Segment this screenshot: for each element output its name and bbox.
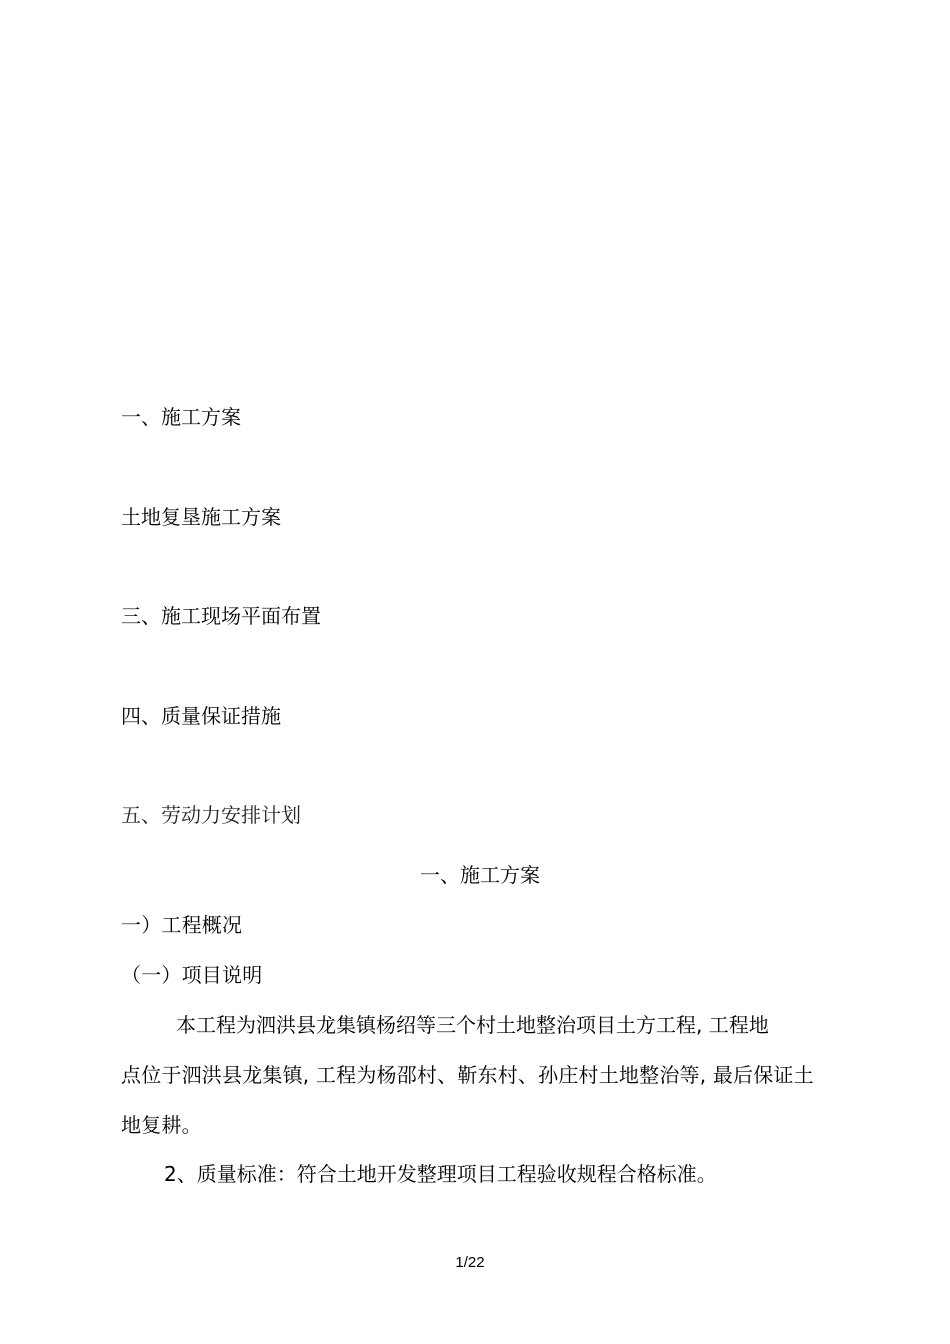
subsection-heading: 一）工程概况 (121, 913, 243, 937)
toc-item-5: 五、劳动力安排计划 (121, 803, 301, 827)
toc-item-2: 土地复垦施工方案 (121, 505, 281, 529)
toc-item-1: 一、施工方案 (121, 405, 241, 429)
paragraph-line-1: 本工程为泗洪县龙集镇杨绍等三个村土地整治项目土方工程, 工程地 (176, 1013, 769, 1037)
toc-item-4: 四、质量保证措施 (121, 704, 281, 728)
quality-standard-line: 2、质量标准：符合土地开发整理项目工程验收规程合格标准。 (164, 1162, 717, 1186)
item-heading: （一）项目说明 (121, 963, 263, 987)
toc-item-3: 三、施工现场平面布置 (121, 604, 321, 628)
paragraph-line-2: 点位于泗洪县龙集镇, 工程为杨邵村、靳东村、孙庄村土地整治等, 最后保证土 (121, 1063, 814, 1087)
section-title: 一、施工方案 (420, 863, 540, 887)
paragraph-line-3: 地复耕。 (121, 1113, 202, 1137)
page-number: 1/22 (455, 1254, 485, 1271)
